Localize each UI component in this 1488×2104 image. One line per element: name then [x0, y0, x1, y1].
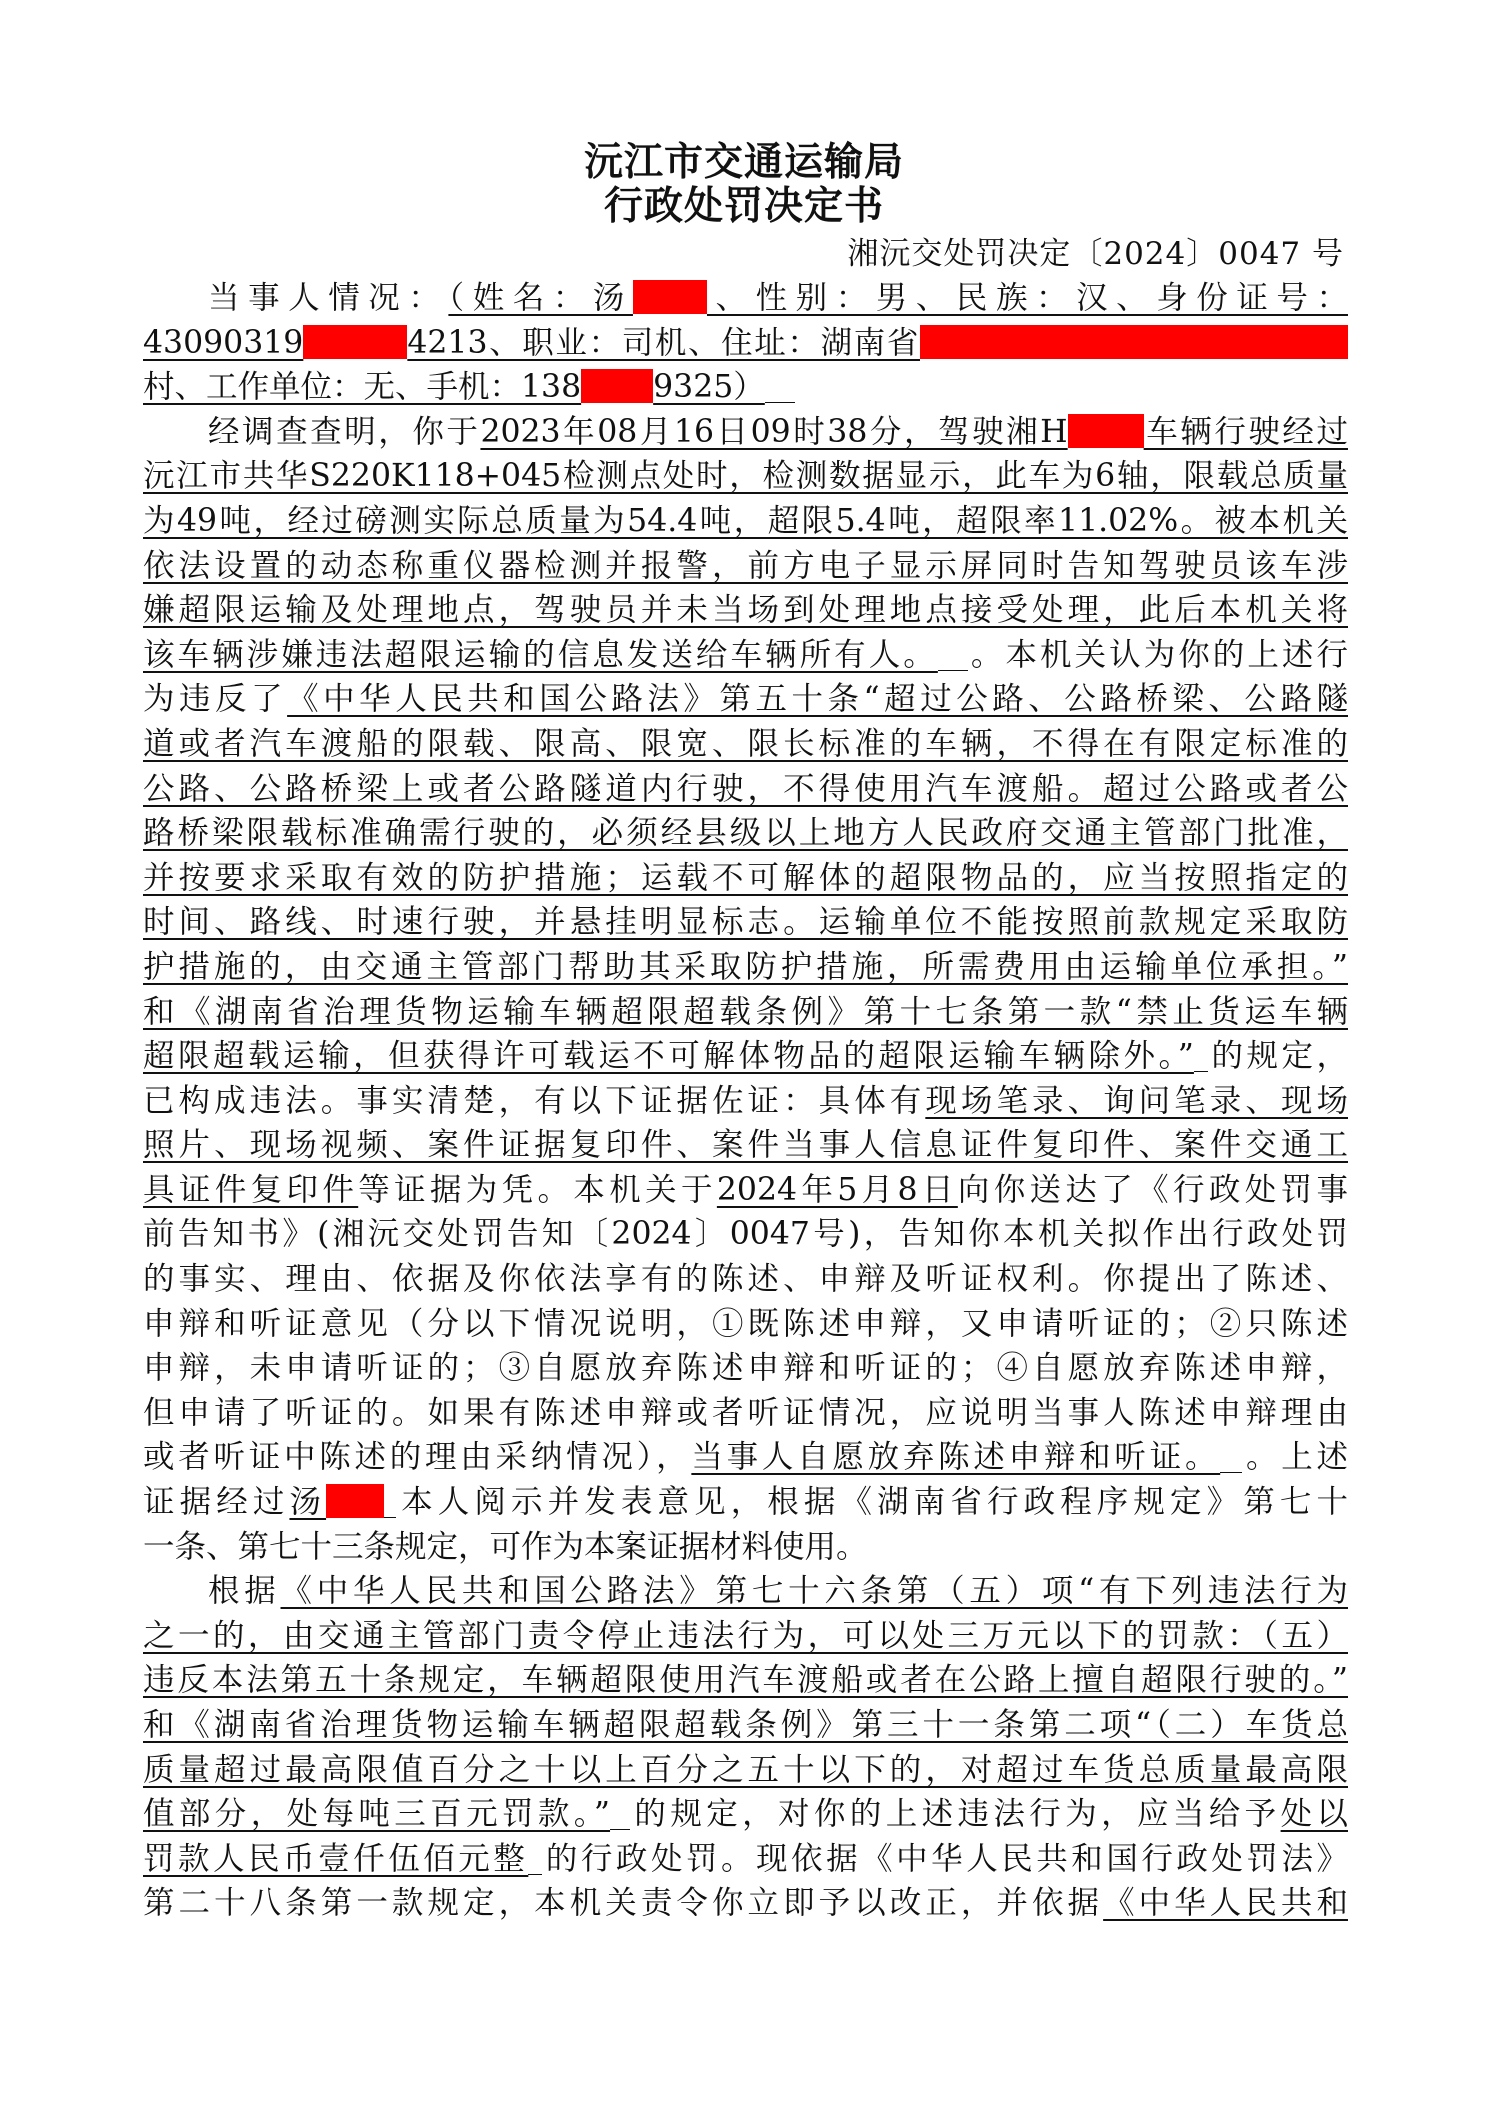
p1-line-17: 照片、现场视频、案件证据复印件、案件当事人信息证件复印件、案件交通工 — [143, 1127, 1348, 1164]
blank-underline — [938, 636, 968, 671]
p1-line-26: 一条、第七十三条规定，可作为本案证据材料使用。 — [143, 1528, 868, 1565]
p1-line-4: 依法设置的动态称重仪器检测并报警，前方电子显示屏同时告知驾驶员该车涉 — [143, 547, 1348, 584]
p1-line-23: 但申请了听证的。如果有陈述申辩或者听证情况，应说明当事人陈述申辩理由 — [143, 1394, 1348, 1431]
blank-underline — [765, 368, 795, 403]
penalty-intro: 的规定，对你的上述违法行为，应当给予 — [630, 1796, 1281, 1833]
p1-line-16 — [143, 1079, 1348, 1124]
p2-line-5: 质量超过最高限值百分之十以上百分之五十以下的，对超过车货总质量最高限 — [143, 1751, 1348, 1788]
review-statement: 本人阅示并发表意见，根据《湖南省行政程序规定》第七十 — [396, 1484, 1348, 1521]
p1-line-14: 和《湖南省治理货物运输车辆超限超载条例》第十七条第一款“禁止货运车辆 — [143, 993, 1348, 1030]
p1-line-18 — [143, 1168, 1348, 1213]
agency-title: 沅江市交通运输局 — [583, 140, 904, 185]
blank-underline — [384, 1483, 396, 1518]
p1-line-11: 并按要求采取有效的防护措施；运载不可解体的超限物品的，应当按照指定的 — [143, 859, 1348, 896]
penalty-law-citation: 《中华人民共和国公路法》第七十六条第（五）项“有下列违法行为 — [280, 1573, 1348, 1610]
p1-line-6 — [143, 633, 1348, 678]
evidence-reviewed: 证据经过 — [143, 1484, 290, 1521]
violated-label: 为违反了 — [143, 681, 288, 718]
facts-end: 该车辆涉嫌违法超限运输的信息发送给车辆所有人。 — [143, 636, 938, 673]
penalty-basis: 的行政处罚。现依据《中华人民共和国行政处罚法》 — [542, 1840, 1348, 1877]
basis-label: 根据 — [208, 1573, 281, 1610]
p1-line-19: 前告知书》(湘沅交处罚告知〔2024〕0047号)，告知你本机关拟作出行政处罚 — [143, 1216, 1348, 1253]
p2-line-6 — [143, 1792, 1348, 1837]
blank-underline — [528, 1840, 542, 1875]
document-title: 行政处罚决定书 — [603, 184, 884, 229]
p1-line-7 — [143, 677, 1348, 722]
penalty-start: 处以 — [1280, 1796, 1348, 1833]
evidence-above: 。上述 — [1242, 1439, 1348, 1476]
p1-line-1 — [143, 410, 1348, 455]
blank-underline — [610, 1795, 630, 1830]
regulation-citation-end: 超限超载运输，但获得许可载运不可解体物品的超限运输车辆除外。” — [143, 1038, 1194, 1075]
p1-line-8: 道或者汽车渡船的限载、限高、限宽、限长标准的车辆，不得在有限定标准的 — [143, 725, 1348, 762]
party-surname: 汤 — [289, 1484, 327, 1521]
p1-line-22: 申辩，未申请听证的；③自愿放弃陈述申辩和听证的；④自愿放弃陈述申辩， — [143, 1350, 1348, 1387]
p1-line-12: 时间、路线、时速行驶，并悬挂明显标志。运输单位不能按照前款规定采取防 — [143, 904, 1348, 941]
party-line-3 — [143, 365, 1348, 410]
party-line-2 — [143, 321, 1348, 366]
phone-suffix: 9325） — [653, 369, 765, 406]
waiver-statement: 当事人自愿放弃陈述申辩和听证。 — [691, 1439, 1221, 1476]
p1-line-2: 沅江市共华S220K118+045检测点处时，检测数据显示，此车为6轴，限载总质量 — [143, 458, 1348, 495]
notice-intro: 等证据为凭。本机关于 — [358, 1171, 717, 1208]
id-occupation-address: 4213、职业：司机、住址：湖南省 — [407, 324, 920, 361]
party-line-1 — [143, 276, 1348, 321]
hearing-note: 或者听证中陈述的理由采纳情况）， — [143, 1439, 692, 1476]
blank-underline — [1220, 1438, 1242, 1473]
conclusion-start: 。本机关认为你的上述行 — [967, 636, 1348, 673]
p1-line-20: 的事实、理由、依据及你依法享有的陈述、申辩及听证权利。你提出了陈述、 — [143, 1261, 1348, 1298]
evidence-list: 现场笔录、询问笔录、现场 — [925, 1082, 1348, 1119]
p2-line-3: 违反本法第五十条规定，车辆超限使用汽车渡船或者在公路上擅自超限行驶的。” — [143, 1662, 1348, 1699]
p1-line-25 — [143, 1480, 1348, 1525]
notice-served: 向你送达了《行政处罚事 — [957, 1171, 1348, 1208]
p1-intro: 经调查查明，你于 — [208, 413, 481, 450]
rule-suffix: 的规定， — [1207, 1038, 1348, 1075]
p1-line-5: 嫌超限运输及处理地点，驾驶员并未当场到处理地点接受处理，此后本机关将 — [143, 592, 1348, 629]
evidence-list-end: 具证件复印件 — [143, 1171, 359, 1208]
name-redaction-2 — [326, 1484, 384, 1518]
phone-redaction — [581, 369, 653, 403]
plate-redaction — [1068, 414, 1144, 448]
incident-time: 2023年08月16日09时38分，驾驶湘H — [480, 413, 1068, 450]
name-redaction — [633, 280, 707, 314]
vehicle-passing: 车辆行驶经过 — [1143, 413, 1348, 450]
address-redaction — [920, 325, 1348, 359]
blank-underline — [1194, 1037, 1208, 1072]
p1-line-10: 路桥梁限载标准确需行驶的，必须经县级以上地方人民政府交通主管部门批准， — [143, 815, 1348, 852]
p2-line-2: 之一的，由交通主管部门责令停止违法行为，可以处三万元以下的罚款：（五） — [143, 1617, 1348, 1654]
id-redaction — [303, 325, 407, 359]
id-number-prefix: 43090319 — [143, 324, 304, 361]
party-details: 、性别：男、民族：汉、身份证号： — [706, 280, 1348, 316]
p1-line-13: 护措施的，由交通主管部门帮助其采取防护措施，所需费用由运输单位承担。” — [143, 948, 1348, 985]
p1-line-24 — [143, 1435, 1348, 1480]
party-label: 当事人情况： — [208, 280, 449, 316]
law-citation: 《中华人民共和国公路法》第五十条“超过公路、公路桥梁、公路隧 — [287, 681, 1348, 718]
p2-line-8 — [143, 1881, 1348, 1926]
p2-line-7 — [143, 1837, 1348, 1882]
p1-line-3: 为49吨，经过磅测实际总质量为54.4吨，超限5.4吨，超限率11.02%。被本机关 — [143, 502, 1348, 539]
party-name: （姓名：汤 — [448, 280, 633, 316]
document-number: 湘沅交处罚决定〔2024〕0047 号 — [847, 236, 1344, 272]
p1-line-15 — [143, 1034, 1348, 1079]
fine-amount: 罚款人民币壹仟伍佰元整 — [143, 1840, 529, 1877]
p1-line-21: 申辩和听证意见（分以下情况说明，①既陈述申辩，又申请听证的；②只陈述 — [143, 1305, 1348, 1342]
fine-rule: 值部分，处每吨三百元罚款。” — [143, 1796, 611, 1833]
employer-phone: 村、工作单位：无、手机：138 — [143, 369, 582, 406]
notice-date: 2024年5月8日 — [716, 1171, 958, 1208]
p2-line-1 — [143, 1569, 1348, 1614]
law-citation-continued: 《中华人民共和 — [1103, 1885, 1348, 1922]
document-body — [143, 276, 1348, 1926]
p2-line-4: 和《湖南省治理货物运输车辆超限超载条例》第三十一条第二项“（二）车货总 — [143, 1707, 1348, 1743]
evidence-intro: 已构成违法。事实清楚，有以下证据佐证：具体有 — [143, 1082, 926, 1119]
p1-line-9: 公路、公路桥梁上或者公路隧道内行驶，不得使用汽车渡船。超过公路或者公 — [143, 770, 1348, 807]
correction-order: 第二十八条第一款规定，本机关责令你立即予以改正，并依据 — [143, 1885, 1104, 1922]
